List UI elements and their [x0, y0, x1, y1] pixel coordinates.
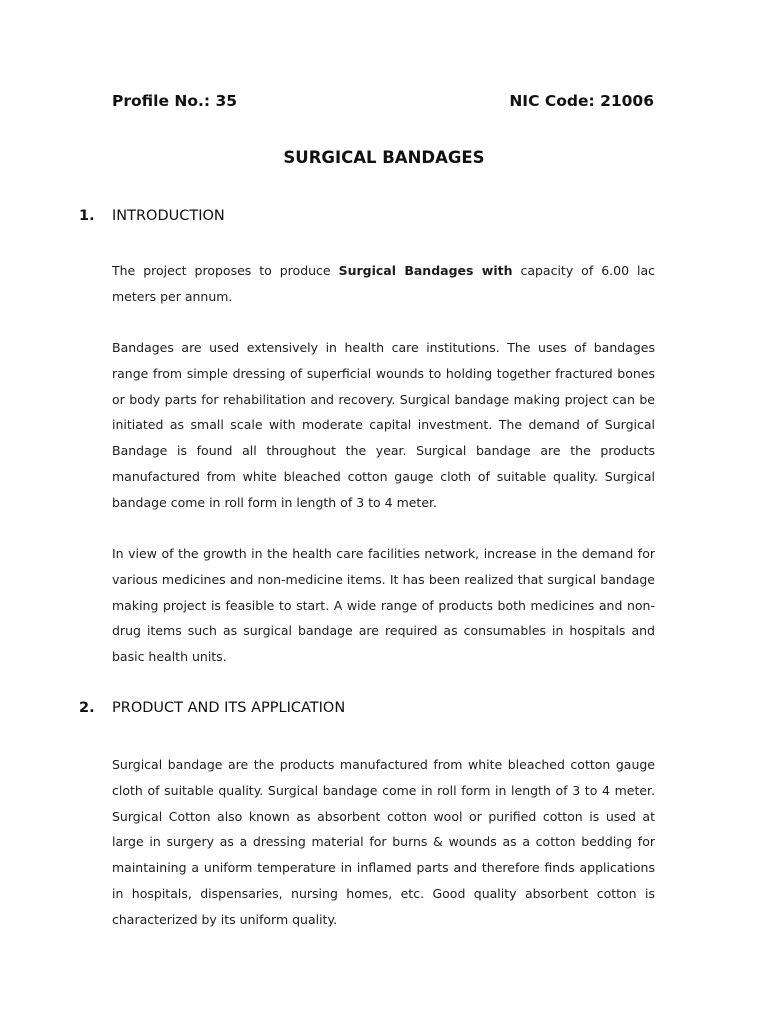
nic-code: NIC Code: 21006 — [509, 92, 654, 110]
section-title: INTRODUCTION — [112, 208, 225, 224]
profile-header — [112, 92, 654, 110]
section-heading-introduction — [79, 208, 225, 224]
paragraph-text: The project proposes to produce — [112, 263, 339, 278]
section-number: 2. — [79, 700, 95, 716]
paragraph-bold-text: Surgical Bandages with — [338, 263, 513, 278]
section-number: 1. — [79, 208, 95, 224]
section-heading-product-application — [79, 700, 345, 716]
profile-number: Profile No.: 35 — [112, 92, 238, 110]
section-title: PRODUCT AND ITS APPLICATION — [112, 700, 346, 716]
intro-paragraph-2: Bandages are used extensively in health care institutions. The uses of bandages range from simple dressing of superficial wounds to holding together fractured bones or body parts for rehabilitation and recovery. Surgical bandage making project can be initiated as small scale with moderate capital investment. The demand of Surgical Bandage is found all throughout the year. Surgical bandage are the products manufactured from white bleached cotton gauge cloth of suitable quality. Surgical bandage come in roll form in length of 3 to 4 meter. — [112, 340, 655, 510]
intro-paragraph-3: In view of the growth in the health care facilities network, increase in the demand for various medicines and non-medicine items. It has been realized that surgical bandage making project is feasible to start. A wide range of products both medicines and non-drug items such as surgical bandage are required as consumables in hospitals and basic health units. — [112, 546, 655, 665]
paragraph-text: capacity of 6.00 lac meters per annum. — [112, 263, 655, 304]
product-paragraph-1: Surgical bandage are the products manufactured from white bleached cotton gauge cloth of suitable quality. Surgical bandage come in roll form in length of 3 to 4 meter. Surgical Cotton also known as absorbent cotton wool or purified cotton is used at large in surgery as a dressing material for burns & wounds as a cotton bedding for maintaining a uniform temperature in inflamed parts and therefore finds applications in hospitals, dispensaries, nursing homes, etc. Good quality absorbent cotton is characterized by its uniform quality. — [112, 757, 655, 927]
intro-paragraph-1 — [112, 258, 655, 310]
document-title: SURGICAL BANDAGES — [283, 148, 485, 167]
